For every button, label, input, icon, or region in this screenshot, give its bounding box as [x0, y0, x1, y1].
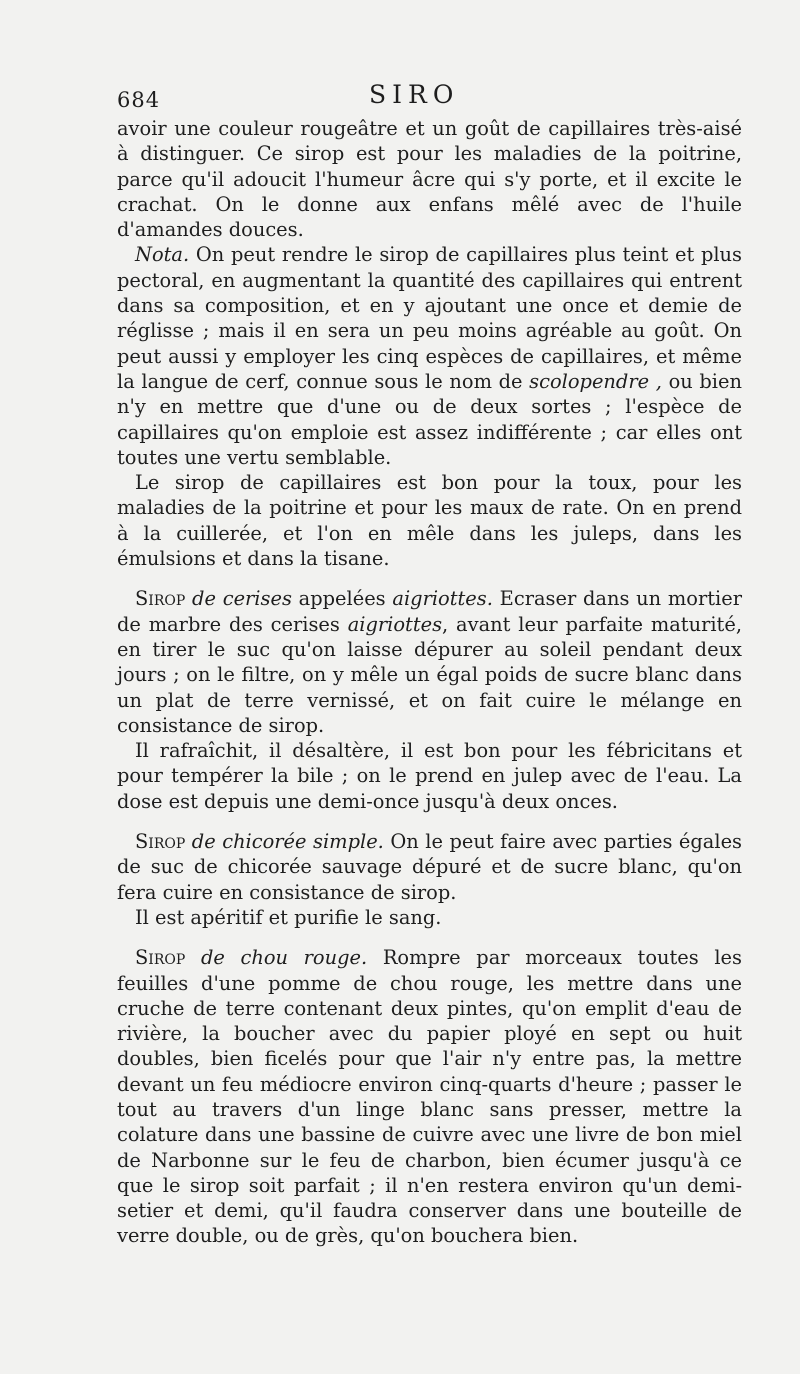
- entry-italic: de chou rouge.: [200, 946, 368, 970]
- entry-italic: de chicorée simple.: [191, 830, 384, 854]
- paragraph-text: On le peut faire avec parties égales de suc de chicorée sauvage dépuré et de sucre blanc, qu'on fera cuire en consistance de sirop.: [117, 830, 742, 904]
- page-number: 684: [117, 88, 161, 112]
- entry-paragraph: [117, 829, 742, 905]
- paragraph-text: avoir une couleur rougeâtre et un goût de capillaires très-aisé à distinguer. Ce sirop est pour les maladies de la poitrine, parce qu'il adoucit l'humeur âcre qui s'y porte, et il excite le crachat. On le donne aux enfans mêlé avec de l'huile d'amandes douces.: [117, 117, 742, 242]
- paragraph-italic: aigriottes.: [392, 587, 493, 611]
- paragraph: [117, 905, 742, 930]
- entry-head: Sirop: [135, 587, 186, 611]
- entry-head: Sirop: [135, 830, 186, 854]
- body-text: [117, 116, 742, 1249]
- entry-paragraph: [117, 945, 742, 1249]
- paragraph-italic: scolopendre ,: [529, 369, 662, 393]
- paragraph-text: On peut rendre le sirop de capillaires plus teint et plus pectoral, en augmentant la quantité des capillaires qui entrent dans sa composition, et en y ajoutant une once et demie de réglisse ; mais il en sera un peu moins agréable au goût. On peut aussi y employer les cinq espèces de capillaires, et même la langue de cerf, connue sous le nom de: [117, 243, 742, 393]
- paragraph: [117, 738, 742, 814]
- paragraph: [117, 242, 742, 470]
- page-header: [117, 80, 737, 120]
- paragraph-text: Rompre par morceaux toutes les feuilles d'une pomme de chou rouge, les mettre dans une cruche de terre contenant deux pintes, qu'on emplit d'eau de rivière, la boucher avec du papier ployé en sept ou huit doubles, bien ficelés pour que l'air n'y entre pas, la mettre devant un feu médiocre environ cinq-quarts d'heure ; passer le tout au travers d'un linge blanc sans presser, mettre la colature dans une bassine de cuivre avec une livre de bon miel de Narbonne sur le feu de charbon, bien écumer jusqu'à ce que le sirop soit parfait ; il n'en restera environ qu'un demi-setier et demi, qu'il faudra conserver dans une bouteille de verre double, ou de grès, qu'on bouchera bien.: [117, 946, 742, 1248]
- paragraph-text: Il rafraîchit, il désaltère, il est bon pour les fébricitans et pour tempérer la bile ; on le prend en julep avec de l'eau. La dose est depuis une demi-once jusqu'à deux onces.: [117, 739, 742, 813]
- paragraph-text: Le sirop de capillaires est bon pour la toux, pour les maladies de la poitrine et pour les maux de rate. On en prend à la cuillerée, et l'on en mêle dans les juleps, dans les émulsions et dans la tisane.: [117, 471, 742, 571]
- paragraph-text: ou bien n'y en mettre que d'une ou de deux sortes ; l'espèce de capillaires qu'on emploie est assez indifférente ; car elles ont toutes une vertu semblable.: [117, 369, 742, 469]
- paragraph-italic: aigriottes: [347, 612, 443, 636]
- paragraph: [117, 116, 742, 242]
- paragraph-text: Il est apéritif et purifie le sang.: [135, 905, 442, 929]
- entry-italic: de cerises: [192, 587, 292, 611]
- paragraph-text: , avant leur parfaite maturité, en tirer le suc qu'on laisse dépurer au soleil pendant deux jours ; on le filtre, on y mêle un égal poids de sucre blanc dans un plat de terre vernissé, et on fait cuire le mélange en consistance de sirop.: [117, 612, 742, 737]
- running-head: SIRO: [369, 80, 460, 109]
- entry-head: Sirop: [135, 946, 186, 970]
- paragraph-lead: Nota.: [135, 243, 190, 267]
- paragraph: [117, 470, 742, 571]
- paragraph-text: appelées: [291, 587, 393, 611]
- paragraph-text: Ecraser dans un mortier de marbre des cerises: [117, 587, 742, 636]
- entry-paragraph: [117, 586, 742, 738]
